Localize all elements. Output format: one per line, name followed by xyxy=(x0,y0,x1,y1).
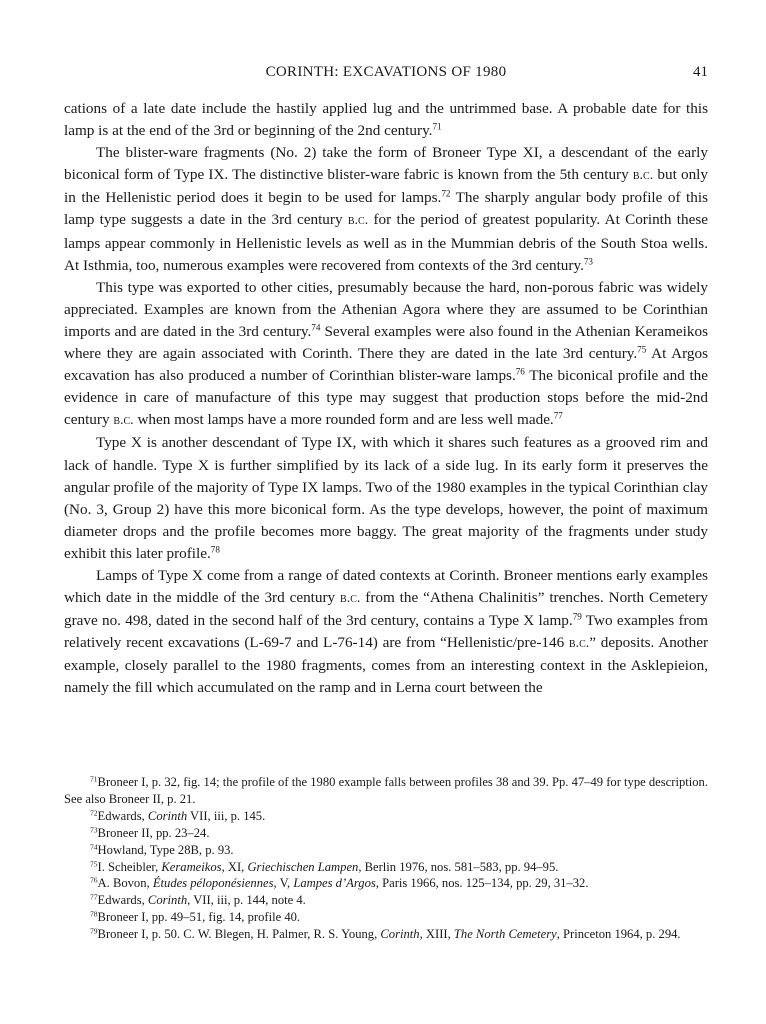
note-reference: 74 xyxy=(90,842,98,852)
italic-title: Corinth xyxy=(147,808,188,823)
text-run: Type X is another descendant of Type IX, with which it shares such features as a grooved rim and lack of handle. Type X is further simplified by its lack of a side lug. In its early form it preserves the angular profile of the majority of Type IX lamps. Two of the 1980 examples in the typical Corinthian clay (No. 3, Group 2) have this more biconical form. As the type develops, however, the point of maximum diameter drops and the profile becomes more baggy. The great majority of the fragments under study exhibit this later profile. xyxy=(64,434,708,562)
text-run: Several examples were also found in the Athenian Kerameikos where they are again associated with Corinth. There they are dated in the late 3rd century. xyxy=(64,322,708,363)
body-paragraph xyxy=(64,277,708,433)
text-run: I. Scheibler, xyxy=(97,859,162,874)
text-run: Broneer II, pp. 23–24. xyxy=(97,825,210,840)
body-paragraph xyxy=(64,432,708,565)
text-run: from the “Athena Chalinitis” trenches. North Cemetery grave no. 498, dated in the second half of the 3rd century, contains a Type X lamp. xyxy=(64,589,708,630)
footnote xyxy=(64,859,708,876)
note-reference: 71 xyxy=(90,774,98,784)
footnote xyxy=(64,808,708,825)
italic-title: Kerameikos xyxy=(161,859,222,874)
text-run: Broneer I, p. 50. C. W. Blegen, H. Palmer, R. S. Young, xyxy=(97,927,381,942)
note-reference: 72 xyxy=(90,808,98,818)
body-paragraph xyxy=(64,565,708,700)
body-paragraph xyxy=(64,98,708,142)
era-abbreviation: b.c. xyxy=(347,213,369,229)
text-run: Broneer I, pp. 49–51, fig. 14, profile 40. xyxy=(97,910,301,925)
italic-title: Lampes d’Argos xyxy=(293,876,376,891)
text-run: Lamps of Type X come from a range of dated contexts at Corinth. Broneer mentions early examples which date in the middle of the 3rd century xyxy=(64,566,708,607)
text-run: Edwards, xyxy=(97,808,148,823)
text-run: , Paris 1966, nos. 125–134, pp. 29, 31–32. xyxy=(375,876,589,891)
text-run: for the period of greatest popularity. At Corinth these lamps appear commonly in Hellenistic levels as well as in the Mummian debris of the South Stoa wells. At Isthmia, too, numerous examples were recovered from contexts of the 3rd century. xyxy=(64,211,708,274)
text-run: , XIII, xyxy=(419,927,454,942)
footnote xyxy=(64,842,708,859)
running-header xyxy=(64,64,708,84)
note-reference: 75 xyxy=(637,344,647,355)
era-abbreviation: b.c. xyxy=(568,636,590,652)
text-run: , Berlin 1976, nos. 581–583, pp. 94–95. xyxy=(358,859,559,874)
note-reference: 76 xyxy=(90,875,98,885)
text-run: VII, iii, p. 145. xyxy=(187,808,266,823)
text-run: The blister-ware fragments (No. 2) take the form of Broneer Type XI, a descendant of the early biconical form of Type IX. The distinctive blister-ware fabric is known from the 5th century xyxy=(64,144,708,184)
era-abbreviation: b.c. xyxy=(340,591,361,607)
body-text xyxy=(64,98,708,700)
text-run: cations of a late date include the hastily applied lug and the untrimmed base. A probable date for this lamp is at the end of the 3rd or beginning of the 2nd century. xyxy=(64,100,708,140)
text-run: , XI, xyxy=(221,859,248,874)
text-run: Two examples from relatively recent excavations (L-69-7 and L-76-14) are from “Hellenistic/pre-146 xyxy=(64,612,708,652)
note-reference: 79 xyxy=(572,611,582,622)
note-reference: 77 xyxy=(553,410,563,421)
italic-title: Corinth xyxy=(380,927,420,942)
footnote xyxy=(64,774,708,808)
footnote xyxy=(64,926,708,943)
text-run: Broneer I, p. 32, fig. 14; the profile of the 1980 example falls between profiles 38 and 39. Pp. 47–49 for type description. See also Broneer II, p. 21. xyxy=(64,775,708,806)
footnote xyxy=(64,909,708,926)
italic-title: Griechischen Lampen xyxy=(247,859,359,874)
note-reference: 72 xyxy=(441,188,451,199)
note-reference: 77 xyxy=(90,892,98,902)
text-run: The biconical profile and the evidence in care of manufacture of this type may suggest that production stops before the mid-2nd century xyxy=(64,367,708,429)
note-reference: 75 xyxy=(90,859,98,868)
note-reference: 73 xyxy=(90,825,98,835)
note-reference: 71 xyxy=(432,121,442,132)
running-title: CORINTH: EXCAVATIONS OF 1980 xyxy=(265,64,507,80)
body-paragraph xyxy=(64,142,708,277)
text-run: ” deposits. Another example, closely parallel to the 1980 fragments, comes from an interesting context in the Asklepieion, namely the fill which accumulated on the ramp and in Lerna court between the xyxy=(64,634,708,697)
era-abbreviation: b.c. xyxy=(632,168,654,184)
italic-title: Études péloponésiennes xyxy=(152,876,274,891)
text-run: Howland, Type 28B, p. 93. xyxy=(97,842,234,857)
era-abbreviation: b.c. xyxy=(113,413,134,429)
text-run: but only in the Hellenistic period does it begin to be used for lamps. xyxy=(64,166,708,207)
text-run: when most lamps have a more rounded form and are less well made. xyxy=(133,411,554,429)
text-run: , VII, iii, p. 144, note 4. xyxy=(187,893,306,908)
note-reference: 74 xyxy=(311,322,321,333)
footnotes xyxy=(64,774,708,943)
note-reference: 73 xyxy=(583,256,593,267)
text-run: , Princeton 1964, p. 294. xyxy=(556,927,681,942)
note-reference: 79 xyxy=(90,926,98,936)
text-run: A. Bovon, xyxy=(97,876,153,891)
text-run: , V, xyxy=(273,876,294,891)
text-run: This type was exported to other cities, presumably because the hard, non-porous fabric was widely appreciated. Examples are known from the Athenian Agora where they are assumed to be Corinthian imports and are dated in the 3rd century. xyxy=(64,278,708,340)
italic-title: The North Cemetery xyxy=(453,927,557,942)
footnote xyxy=(64,825,708,842)
text-run: At Argos excavation has also produced a number of Corinthian blister-ware lamps. xyxy=(64,345,709,385)
note-reference: 78 xyxy=(210,544,220,555)
note-reference: 78 xyxy=(90,909,98,919)
text-run: Edwards, xyxy=(97,893,148,908)
footnote xyxy=(64,892,708,909)
text-run: The sharply angular body profile of this lamp type suggests a date in the 3rd century xyxy=(64,189,708,229)
note-reference: 76 xyxy=(515,366,525,377)
footnote xyxy=(64,875,708,892)
italic-title: Corinth xyxy=(147,893,188,908)
page-number: 41 xyxy=(693,64,708,80)
